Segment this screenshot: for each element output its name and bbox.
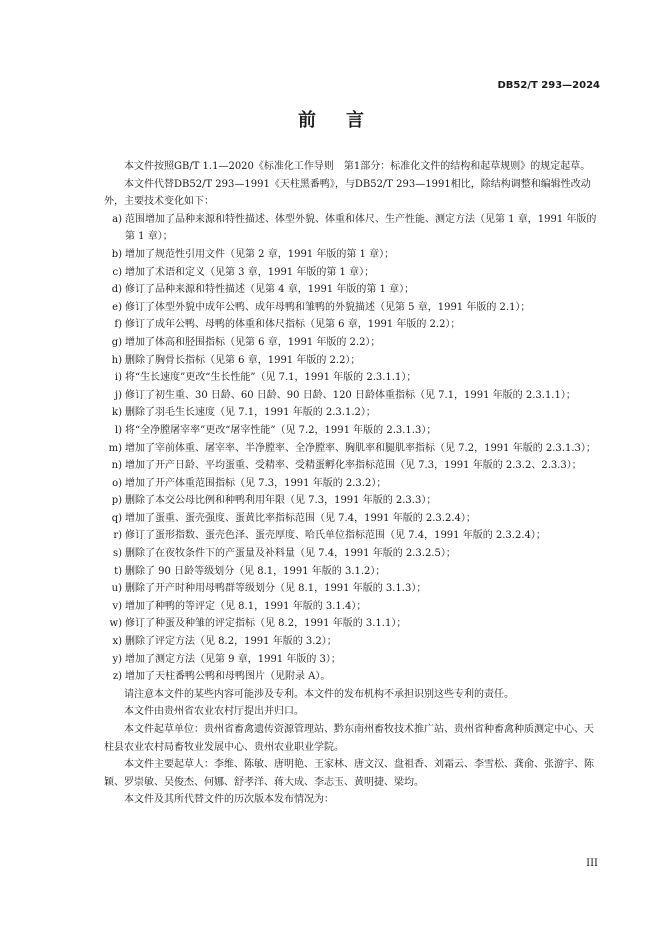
- list-marker: l): [114, 424, 122, 436]
- list-item-text: 增加了体高和胫围指标（见第 6 章，1991 年版的 2.2）；: [125, 336, 381, 348]
- version-history: 本文件及其所代替文件的历次版本发布情况为：: [124, 794, 334, 806]
- intro-paragraph: 本文件代替DB52/T 293—1991《天柱黑番鸭》，与DB52/T 293—1991相比，除结构调整和编辑性改动外，主要技术变化如下：: [104, 178, 591, 208]
- list-marker: p): [111, 495, 122, 507]
- list-item-text: 增加了开产体重范围指标（见 7.3，1991 年版的 2.3.2）；: [125, 477, 387, 489]
- list-item: [104, 369, 602, 387]
- list-item: [104, 668, 602, 686]
- standard-code: DB52/T 293—2024: [497, 80, 600, 91]
- list-marker: c): [112, 266, 122, 278]
- list-item: [104, 651, 602, 669]
- list-marker: y): [112, 653, 122, 665]
- list-item: [104, 352, 602, 370]
- list-item: [104, 246, 602, 264]
- list-marker: j): [114, 389, 122, 401]
- drafting-units: 本文件起草单位：贵州省畜禽遗传资源管理站、黔东南州畜牧技术推广站、贵州省种畜禽种质测定中心、天柱县农业农村局畜牧业发展中心、贵州农业职业学院。: [104, 724, 594, 753]
- list-item: [104, 563, 602, 581]
- document-body: [104, 158, 602, 809]
- intro-paragraph: 本文件按照GB/T 1.1—2020《标准化工作导则 第1部分：标准化文件的结构和起草规则》的规定起草。: [124, 161, 591, 172]
- list-marker: w): [109, 618, 122, 630]
- list-item: [104, 475, 602, 493]
- list-marker: t): [114, 565, 122, 577]
- list-item: [104, 527, 602, 545]
- list-marker: z): [112, 671, 122, 683]
- list-item-text: 增加了天柱番鸭公鸭和母鸭图片（见附录 A）。: [125, 671, 331, 683]
- changes-list: [104, 211, 602, 686]
- list-marker: q): [111, 512, 122, 524]
- list-marker: n): [111, 460, 122, 472]
- list-item-text: 增加了宰前体重、屠宰率、半净膛率、全净膛率、胸肌率和腿肌率指标（见 7.2，1991 年版的 2.3.1.3）；: [125, 442, 596, 454]
- list-item-text: 修订了品种来源和特性描述（见第 4 章，1991 年版的第 1 章）；: [125, 284, 415, 296]
- list-item: [104, 440, 602, 458]
- list-marker: r): [113, 530, 122, 542]
- list-item-text: 增加了术语和定义（见第 3 章，1991 年版的第 1 章）；: [125, 266, 375, 278]
- list-item: [104, 211, 602, 246]
- list-marker: a): [112, 213, 122, 225]
- list-item: [104, 615, 602, 633]
- list-item: [104, 457, 602, 475]
- list-item-text: 删除了在夜牧条件下的产蛋量及补料量（见 7.4，1991 年版的 2.3.2.5）；: [125, 548, 456, 560]
- list-item-text: 删除了胸骨长指标（见第 6 章，1991 年版的 2.2）；: [125, 354, 361, 366]
- drafters: 本文件主要起草人：李维、陈敏、唐明艳、王家林、唐文汉、盘祖香、刘霜云、李雪松、龚俞、张游宇、陈颖、罗崇敏、吴俊杰、何娜、舒孝洋、蒋大成、李志玉、黄明捷、梁均。: [104, 759, 594, 788]
- list-item-text: 修订了蛋形指数、蛋壳色泽、蛋壳厚度、哈氏单位指标范围（见 7.4，1991 年版的 2.3.2.4）；: [125, 530, 546, 542]
- list-marker: f): [114, 319, 122, 331]
- list-marker: s): [112, 548, 122, 560]
- list-marker: b): [111, 248, 122, 260]
- list-marker: o): [112, 477, 122, 489]
- list-item-text: 增加了规范性引用文件（见第 2 章，1991 年版的第 1 章）；: [125, 248, 395, 260]
- list-item: [104, 334, 602, 352]
- list-item: [104, 264, 602, 282]
- list-item-text: 删除了开产时种用母鸭群等级划分（见 8.1，1991 年版的 3.1.3）；: [125, 583, 427, 595]
- list-item: [104, 598, 602, 616]
- list-item-text: 范围增加了品种来源和特性描述、体型外貌、体重和体尺、生产性能、测定方法（见第 1 章，1991 年版的第 1 章）；: [125, 213, 597, 243]
- list-item-text: 将“生长速度”更改“生长性能”（见 7.1，1991 年版的 2.3.1.1）；: [125, 372, 417, 384]
- list-item-text: 增加了测定方法（见第 9 章，1991 年版的 3）；: [125, 653, 341, 665]
- list-marker: e): [112, 301, 122, 313]
- list-item-text: 删除了评定方法（见 8.2，1991 年版的 3.2）；: [125, 636, 337, 648]
- list-marker: h): [111, 354, 122, 366]
- list-item: [104, 492, 602, 510]
- list-item: [104, 510, 602, 528]
- list-item: [104, 281, 602, 299]
- patent-notice: 请注意本文件的某些内容可能涉及专利。本文件的发布机构不承担识别这些专利的责任。: [124, 688, 514, 700]
- list-marker: d): [111, 284, 122, 296]
- list-item-text: 删除了本交公母比例和种鸭利用年限（见 7.3，1991 年版的 2.3.3）；: [125, 495, 437, 507]
- list-marker: g): [111, 336, 122, 348]
- list-item-text: 修订了成年公鸭、母鸭的体重和体尺指标（见第 6 章，1991 年版的 2.2）；: [125, 319, 461, 331]
- list-item: [104, 387, 602, 405]
- list-marker: m): [108, 442, 122, 454]
- page-title: 前言: [298, 110, 394, 131]
- list-item-text: 增加了蛋重、蛋壳强度、蛋黄比率指标范围（见 7.4，1991 年版的 2.3.2.4）；: [125, 512, 476, 524]
- list-item: [104, 316, 602, 334]
- list-item: [104, 422, 602, 440]
- list-item-text: 增加了开产日龄、平均蛋重、受精率、受精蛋孵化率指标范围（见 7.3，1991 年版的 2.3.2、2.3.3）；: [125, 460, 582, 472]
- list-item-text: 修订了体型外貌中成年公鸭、成年母鸭和雏鸭的外貌描述（见第 5 章，1991 年版的 2.1）；: [125, 301, 531, 313]
- list-marker: u): [111, 583, 122, 595]
- list-item-text: 删除了 90 日龄等级划分（见 8.1，1991 年版的 3.1.2）；: [125, 565, 386, 577]
- list-item: [104, 545, 602, 563]
- list-marker: x): [112, 636, 122, 648]
- list-item-text: 增加了种鸭的等评定（见 8.1，1991 年版的 3.1.4）；: [125, 600, 367, 612]
- list-marker: k): [112, 407, 122, 419]
- proposer-statement: 本文件由贵州省农业农村厅提出并归口。: [124, 706, 304, 718]
- page-number: III: [586, 858, 598, 869]
- list-item-text: 修订了初生重、30 日龄、60 日龄、90 日龄、120 日龄体重指标（见 7.1，1991 年版的 2.3.1.1）；: [125, 389, 576, 401]
- list-item: [104, 299, 602, 317]
- list-item: [104, 404, 602, 422]
- list-item: [104, 580, 602, 598]
- list-marker: i): [114, 372, 122, 384]
- list-item: [104, 633, 602, 651]
- list-item-text: 修订了种蛋及种雏的评定指标（见 8.2，1991 年版的 3.1.1）；: [125, 618, 407, 630]
- list-item-text: 将“全净膛屠宰率”更改“屠宰性能”（见 7.2，1991 年版的 2.3.1.3）；: [125, 424, 437, 436]
- list-item-text: 删除了羽毛生长速度（见 7.1，1991 年版的 2.3.1.2）；: [125, 407, 376, 419]
- list-marker: v): [112, 600, 122, 612]
